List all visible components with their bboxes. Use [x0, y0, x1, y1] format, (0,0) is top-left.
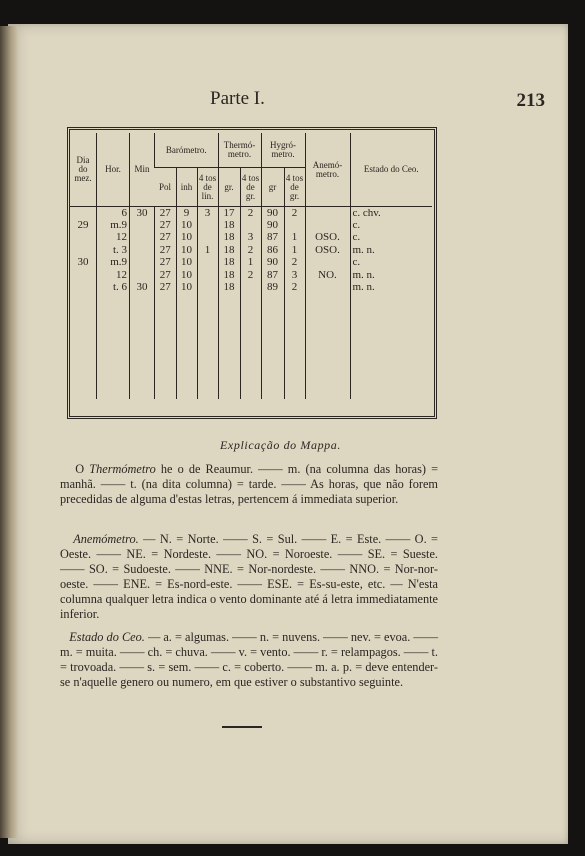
- cell-hor: m.9: [97, 219, 130, 231]
- cell-anem: OSO.: [305, 232, 350, 244]
- cell-inh: 10: [176, 281, 197, 293]
- weather-map-table: [70, 133, 432, 399]
- cell-pol: 27: [155, 281, 177, 293]
- cell-dia: [70, 207, 97, 220]
- cell-hy-q: 2: [284, 257, 305, 269]
- cell-th-q: 2: [240, 244, 261, 256]
- col-th-tos: 4 tos de gr.: [240, 168, 261, 207]
- thermometro-term: Thermómetro: [89, 462, 156, 476]
- col-tos-lin: 4 tos de lin.: [197, 168, 218, 207]
- page-number: 213: [516, 90, 545, 111]
- cell-hy-q: [284, 219, 305, 231]
- cell-estado: m. n.: [350, 269, 432, 281]
- col-hy-tos: 4 tos de gr.: [284, 168, 305, 207]
- table-row: [70, 281, 432, 293]
- table-row: [70, 232, 432, 244]
- cell-hy-gr: 86: [261, 244, 284, 256]
- cell-hor: 6: [97, 207, 130, 220]
- estado-text: — a. = algumas. —— n. = nuvens. —— nev. = evoa. —— m. = muita. —— ch. = chuva. —— v. = vento. —— r. = relampagos. —— t. = trovoada. —— s. = sem. —— c. = coberto. —— m. a. p. = deve entender-se n'aquelle genero ou numero, em que estiver o substantivo seguinte.: [60, 630, 438, 689]
- cell-hor: 12: [97, 269, 130, 281]
- cell-inh: 10: [176, 219, 197, 231]
- table-row: [70, 257, 432, 269]
- table-row: [70, 207, 432, 220]
- cell-th-q: 3: [240, 232, 261, 244]
- cell-anem: OSO.: [305, 244, 350, 256]
- closing-rule: [222, 726, 262, 728]
- cell-estado: c.: [350, 232, 432, 244]
- cell-inh: 9: [176, 207, 197, 220]
- cell-th-gr: 18: [218, 269, 240, 281]
- col-barometro: Barómetro.: [155, 133, 219, 168]
- cell-dia: [70, 232, 97, 244]
- cell-th-gr: 18: [218, 219, 240, 231]
- thermometro-text: he o de Reaumur. —— m. (na columna das horas) = manhã. —— t. (na dita columna) = tarde. —— As horas, que não forem precedidas de alguma d'estas letras, pertencem á immediata superior.: [60, 462, 439, 506]
- cell-hor: t. 3: [97, 244, 130, 256]
- cell-hy-q: 1: [284, 232, 305, 244]
- col-anemometro: Anemó-metro.: [305, 133, 350, 207]
- cell-th-q: 1: [240, 257, 261, 269]
- cell-th-gr: 18: [218, 281, 240, 293]
- cell-th-gr: 18: [218, 232, 240, 244]
- cell-th-q: 2: [240, 269, 261, 281]
- cell-anem: [305, 257, 350, 269]
- section-caption: [0, 438, 585, 453]
- col-pol: Pol: [155, 168, 177, 207]
- caption-text: Explicação do Mappa.: [220, 438, 341, 452]
- cell-inh: 10: [176, 257, 197, 269]
- cell-hy-gr: 90: [261, 257, 284, 269]
- cell-min: [130, 232, 155, 244]
- cell-estado: m. n.: [350, 244, 432, 256]
- col-hy-gr: gr: [261, 168, 284, 207]
- anemometro-text: — N. = Norte. —— S. = Sul. —— E. = Este. —— O. = Oeste. —— NE. = Nordeste. —— NO. = Noroeste. —— SE. = Sueste. —— SO. = Sudoeste. —— NNE. = Nor-nordeste. —— NNO. = Nor-nor-oeste. —— ENE. = Es-nord-este. —— ESE. = Es-su-este, etc. — N'esta columna qualquer letra indica o vento dominante até á letra immediatamente inferior.: [60, 532, 438, 621]
- col-dia: Dia do mez.: [70, 133, 97, 207]
- cell-min: 30: [130, 281, 155, 293]
- cell-hy-q: 2: [284, 207, 305, 220]
- cell-lin: [197, 257, 218, 269]
- cell-min: [130, 269, 155, 281]
- cell-hy-gr: 87: [261, 232, 284, 244]
- thermometro-lead: O: [75, 462, 85, 476]
- col-hygrometro: Hygró-metro.: [261, 133, 305, 168]
- cell-th-gr: 17: [218, 207, 240, 220]
- estado-paragraph: [60, 630, 438, 690]
- cell-estado: c.: [350, 257, 432, 269]
- cell-inh: 10: [176, 232, 197, 244]
- cell-anem: NO.: [305, 269, 350, 281]
- cell-inh: 10: [176, 244, 197, 256]
- cell-pol: 27: [155, 244, 177, 256]
- cell-estado: m. n.: [350, 281, 432, 293]
- col-thermometro: Thermó-metro.: [218, 133, 261, 168]
- cell-dia: [70, 281, 97, 293]
- cell-lin: [197, 232, 218, 244]
- cell-hy-gr: 90: [261, 207, 284, 220]
- anemometro-term: Anemómetro.: [73, 532, 139, 546]
- cell-estado: c. chv.: [350, 207, 432, 220]
- cell-pol: 27: [155, 257, 177, 269]
- cell-estado: c.: [350, 219, 432, 231]
- cell-th-gr: 18: [218, 244, 240, 256]
- cell-pol: 27: [155, 232, 177, 244]
- cell-hy-q: 2: [284, 281, 305, 293]
- running-header: Parte I.: [210, 88, 265, 109]
- cell-inh: 10: [176, 269, 197, 281]
- cell-dia: 29: [77, 219, 89, 232]
- col-estado: Estado do Ceo.: [350, 133, 432, 207]
- cell-lin: [197, 269, 218, 281]
- cell-anem: [305, 281, 350, 293]
- cell-dia: [70, 269, 97, 281]
- cell-min: [130, 257, 155, 269]
- cell-th-q: [240, 281, 261, 293]
- cell-hy-q: 3: [284, 269, 305, 281]
- col-min: Min: [130, 133, 155, 207]
- cell-anem: [305, 207, 350, 220]
- page-gutter: [0, 26, 18, 838]
- table-filler-row: [70, 294, 432, 399]
- table-row: [70, 269, 432, 281]
- cell-hy-gr: 87: [261, 269, 284, 281]
- cell-th-gr: 18: [218, 257, 240, 269]
- thermometro-paragraph: [60, 462, 438, 507]
- col-hor: Hor.: [97, 133, 130, 207]
- cell-lin: [197, 219, 218, 231]
- estado-term: Estado do Ceo.: [69, 630, 145, 644]
- cell-pol: 27: [155, 269, 177, 281]
- anemometro-paragraph: [60, 532, 438, 622]
- cell-hy-gr: 89: [261, 281, 284, 293]
- cell-hor: 12: [97, 232, 130, 244]
- cell-lin: 3: [197, 207, 218, 220]
- cell-hor: m.9: [97, 257, 130, 269]
- cell-lin: 1: [197, 244, 218, 256]
- cell-hor: t. 6: [97, 281, 130, 293]
- cell-pol: 27: [155, 207, 177, 220]
- cell-dia: 30: [77, 256, 89, 269]
- cell-hy-q: 1: [284, 244, 305, 256]
- cell-hy-gr: 90: [261, 219, 284, 231]
- cell-anem: [305, 219, 350, 231]
- cell-min: 30: [130, 207, 155, 220]
- cell-min: [130, 219, 155, 231]
- cell-dia: [70, 244, 97, 256]
- cell-lin: [197, 281, 218, 293]
- cell-th-q: 2: [240, 207, 261, 220]
- col-th-gr: gr.: [218, 168, 240, 207]
- cell-th-q: [240, 219, 261, 231]
- table-row: [70, 219, 432, 231]
- cell-pol: 27: [155, 219, 177, 231]
- table-row: [70, 244, 432, 256]
- cell-min: [130, 244, 155, 256]
- col-inh: inh: [176, 168, 197, 207]
